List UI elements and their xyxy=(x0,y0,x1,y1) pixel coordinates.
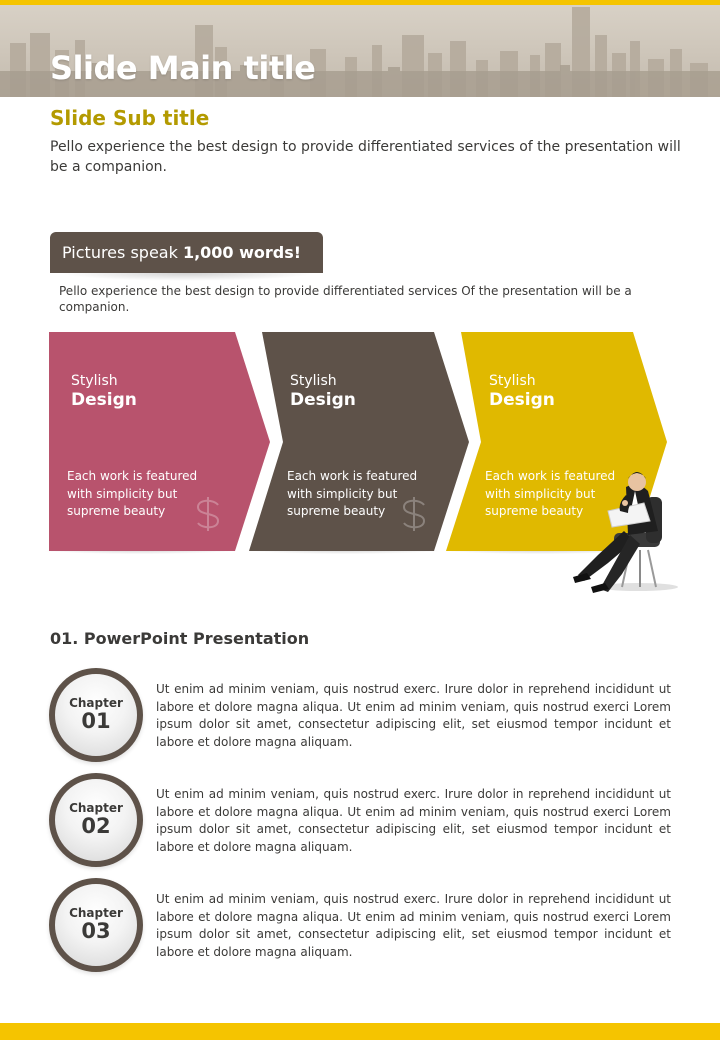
arrow-heading: Design xyxy=(290,390,356,410)
arrow-3-title xyxy=(489,373,555,410)
arrow-heading: Design xyxy=(489,390,555,410)
bottom-accent-bar xyxy=(0,1023,720,1040)
tag-shadow xyxy=(60,273,315,281)
slide-subtitle: Slide Sub title xyxy=(50,106,210,130)
arrow-1-description: Each work is featured with simplicity but supreme beauty xyxy=(67,469,198,518)
arrow-2-description: Each work is featured with simplicity but supreme beauty xyxy=(287,469,418,518)
chapter-number: 02 xyxy=(81,814,111,838)
arrow-2-title xyxy=(290,373,356,410)
arrow-heading: Design xyxy=(71,390,137,410)
chapter-badge-03 xyxy=(49,878,143,972)
chapter-03-text: Ut enim ad minim veniam, quis nostrud exerc. Irure dolor in reprehend incididunt ut labore et dolore magna aliqua. Ut enim ad minim veniam, quis nostrud exerci Lorem ipsum dolor sit amet, consectetur adipiscing elit, set eiusmod tempor incidunt et labore et dolore magna aliquam. xyxy=(156,892,671,959)
section-heading: 01. PowerPoint Presentation xyxy=(50,629,310,648)
arrow-kicker: Stylish xyxy=(290,373,337,389)
chapter-word: Chapter xyxy=(69,906,123,920)
chapter-number: 03 xyxy=(81,919,111,943)
chapter-number: 01 xyxy=(81,709,111,733)
header-banner xyxy=(0,5,720,97)
tag-description: Pello experience the best design to provide differentiated services Of the presentation will be a companion. xyxy=(59,284,632,314)
tag-strong-text: 1,000 words! xyxy=(182,243,302,262)
arrow-kicker: Stylish xyxy=(71,373,118,389)
chapter-badge-01 xyxy=(49,668,143,762)
page-title: Slide Main title xyxy=(50,49,316,87)
chapter-01-text: Ut enim ad minim veniam, quis nostrud exerc. Irure dolor in reprehend incididunt ut labore et dolore magna aliqua. Ut enim ad minim veniam, quis nostrud exerci Lorem ipsum dolor sit amet, consectetur adipiscing elit, set eiusmod tempor incidunt et labore et dolore magna aliquam. xyxy=(156,682,671,749)
intro-paragraph: Pello experience the best design to provide differentiated services of the presentation will be a companion. xyxy=(50,139,681,175)
chapter-badge-02 xyxy=(49,773,143,867)
chapter-02-text: Ut enim ad minim veniam, quis nostrud exerc. Irure dolor in reprehend incididunt ut labore et dolore magna aliqua. Ut enim ad minim veniam, quis nostrud exerci Lorem ipsum dolor sit amet, consectetur adipiscing elit, set eiusmod tempor incidunt et labore et dolore magna aliquam. xyxy=(156,787,671,854)
arrow-kicker: Stylish xyxy=(489,373,536,389)
arrow-3-description: Each work is featured with simplicity but supreme beauty xyxy=(485,469,616,518)
tag-lead-text: Pictures speak xyxy=(62,243,183,262)
chapter-word: Chapter xyxy=(69,696,123,710)
pictures-speak-tag xyxy=(50,232,323,273)
chapter-word: Chapter xyxy=(69,801,123,815)
arrow-1-title xyxy=(71,373,137,410)
